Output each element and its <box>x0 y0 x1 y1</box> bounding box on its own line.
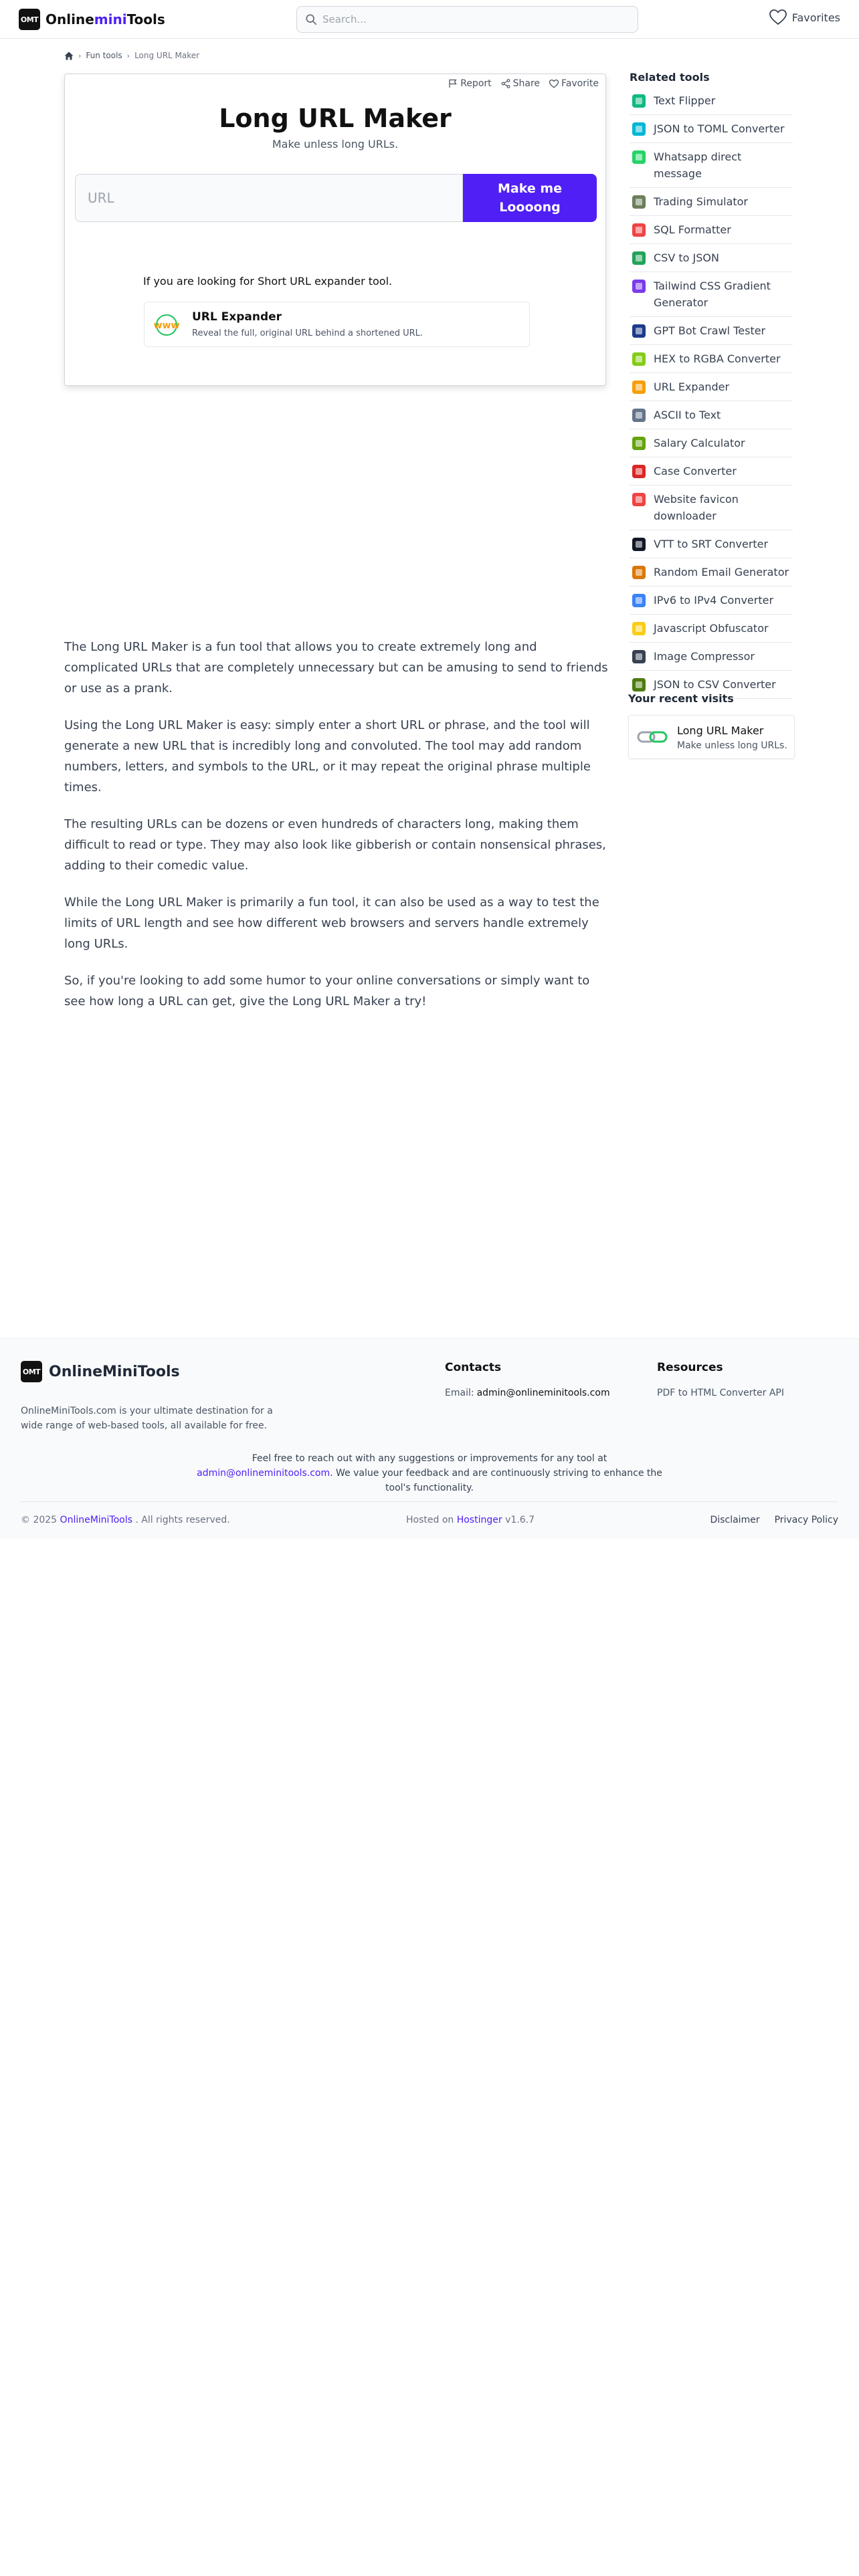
footer-note-email-link[interactable]: admin@onlineminitools.com <box>197 1468 330 1479</box>
related-tool-item[interactable] <box>630 615 793 643</box>
ascii-icon <box>631 407 647 423</box>
make-long-url-button[interactable] <box>463 174 597 222</box>
footer-contacts-heading: Contacts <box>445 1361 502 1374</box>
related-tool-label: IPv6 to IPv4 Converter <box>654 594 774 607</box>
sql-icon <box>631 222 647 238</box>
report-button[interactable] <box>448 78 491 89</box>
footer-note-text-2: . We value your feedback and are continuously striving to enhance the tool's functionality. <box>330 1468 662 1493</box>
related-tool-label: SQL Formatter <box>654 223 731 236</box>
footer-email-row <box>445 1388 610 1398</box>
expander-description: Reveal the full, original URL behind a shortened URL. <box>192 328 423 338</box>
case-icon <box>631 463 647 479</box>
footer-legal-links <box>696 1515 838 1525</box>
related-tool-label: JSON to CSV Converter <box>654 678 776 691</box>
article-paragraph: While the Long URL Maker is primarily a fun tool, it can also be used as a way to test the limits of URL length and see how different web browsers and servers handle extremely long URLs. <box>64 895 599 951</box>
related-tool-label: GPT Bot Crawl Tester <box>654 324 766 337</box>
hex-icon <box>631 351 647 367</box>
url-expander-icon <box>631 379 647 395</box>
related-tool-item[interactable] <box>630 244 793 272</box>
copyright-link[interactable]: OnlineMiniTools <box>60 1515 132 1525</box>
related-tool-item[interactable] <box>630 115 793 143</box>
chevron-right-icon: › <box>126 51 130 60</box>
gpt-icon <box>631 323 647 339</box>
chevron-right-icon: › <box>78 51 82 60</box>
search-input[interactable] <box>322 13 617 25</box>
article-paragraph: The resulting URLs can be dozens or even hundreds of characters long, making them difficult to read or type. They may also look like gibberish or contain nonsensical phrases, adding to their comedic value. <box>64 817 606 873</box>
url-input[interactable] <box>75 174 463 222</box>
related-tool-item[interactable] <box>630 272 793 317</box>
favorite-label: Favorite <box>561 78 599 89</box>
tool-card <box>64 74 606 386</box>
hosted-prefix: Hosted on <box>406 1515 454 1525</box>
csv-icon <box>631 250 647 266</box>
related-tool-label: Trading Simulator <box>654 195 749 208</box>
recent-visit-description: Make unless long URLs. <box>677 740 787 751</box>
button-line-2: Loooong <box>499 200 561 215</box>
related-tool-label: Random Email Generator <box>654 566 789 578</box>
heart-icon <box>549 80 559 88</box>
breadcrumb-current: Long URL Maker <box>134 51 200 60</box>
related-tool-item[interactable] <box>630 87 793 115</box>
gradient-icon <box>631 278 647 294</box>
related-tool-label: Whatsapp direct message <box>654 150 742 180</box>
related-tool-label: Text Flipper <box>654 94 716 107</box>
related-tool-label: Salary Calculator <box>654 437 745 449</box>
related-tool-label: CSV to JSON <box>654 251 719 264</box>
related-tool-item[interactable] <box>630 373 793 401</box>
related-tool-item[interactable] <box>630 216 793 244</box>
js-icon <box>631 621 647 637</box>
vtt-icon <box>631 536 647 552</box>
related-tool-item[interactable] <box>630 143 793 188</box>
related-tool-item[interactable] <box>630 586 793 615</box>
related-tool-label: HEX to RGBA Converter <box>654 352 781 365</box>
related-tool-label: JSON to TOML Converter <box>654 122 785 135</box>
heart-icon <box>769 9 787 25</box>
footer-note <box>194 1451 665 1495</box>
related-tool-label: ASCII to Text <box>654 409 721 421</box>
home-icon[interactable] <box>64 51 74 60</box>
article-paragraph: So, if you're looking to add some humor to your online conversations or simply want to see how long a URL can get, give the Long URL Maker a try! <box>64 974 590 1008</box>
related-tool-item[interactable] <box>630 429 793 457</box>
related-tool-item[interactable] <box>630 643 793 671</box>
related-tool-item[interactable] <box>630 457 793 486</box>
footer-note-text: Feel free to reach out with any suggestions or improvements for any tool at <box>252 1453 607 1464</box>
related-tools-list <box>630 87 793 699</box>
related-tool-label: VTT to SRT Converter <box>654 538 769 550</box>
ip-icon <box>631 593 647 609</box>
share-button[interactable] <box>501 78 540 89</box>
related-tool-item[interactable] <box>630 188 793 216</box>
logo-text <box>45 11 165 27</box>
text-flipper-icon <box>631 93 647 109</box>
site-footer <box>0 1338 859 1539</box>
footer-email-label: Email: <box>445 1388 474 1398</box>
related-tool-label: Case Converter <box>654 465 737 477</box>
page-subtitle: Make unless long URLs. <box>272 138 399 150</box>
related-tools-title: Related tools <box>630 71 710 84</box>
related-tool-item[interactable] <box>630 558 793 586</box>
page-title: Long URL Maker <box>219 104 452 133</box>
footer-email-link[interactable]: admin@onlineminitools.com <box>476 1388 610 1398</box>
site-header <box>0 0 859 39</box>
related-tool-label: Image Compressor <box>654 650 755 663</box>
trading-icon <box>631 194 647 210</box>
share-label: Share <box>512 78 541 89</box>
www-icon <box>150 314 183 336</box>
url-expander-card[interactable] <box>144 302 530 347</box>
flag-icon <box>448 79 458 88</box>
footer-copyright <box>21 1515 230 1525</box>
logo-mark: OMT <box>19 9 40 30</box>
related-tool-item[interactable] <box>630 486 793 530</box>
logo-text-tools: Tools <box>126 11 165 27</box>
expander-note: If you are looking for Short URL expander tool. <box>143 275 393 288</box>
related-tool-label: URL Expander <box>654 381 730 393</box>
footer-about: OnlineMiniTools.com is your ultimate destination for a wide range of web-based tools, all available for free. <box>21 1406 273 1431</box>
article <box>64 637 613 1028</box>
hosted-link[interactable]: Hostinger <box>456 1515 502 1525</box>
favorites-button[interactable] <box>769 9 840 25</box>
article-paragraph: Using the Long URL Maker is easy: simply enter a short URL or phrase, and the tool will generate a new URL that is incredibly long and convoluted. The tool may add random numbers, letters, and symbols to the URL, or it may repeat the original phrase multiple times. <box>64 718 591 794</box>
footer-resources-heading: Resources <box>657 1361 723 1374</box>
related-tool-label: Tailwind CSS Gradient Generator <box>654 280 771 309</box>
related-tool-item[interactable] <box>630 317 793 345</box>
disclaimer-link[interactable]: Disclaimer <box>710 1515 760 1525</box>
related-tool-item[interactable] <box>630 401 793 429</box>
share-icon <box>501 79 510 88</box>
recent-visits-title: Your recent visits <box>628 692 734 705</box>
search-box[interactable] <box>296 6 638 33</box>
favorites-label: Favorites <box>791 11 840 24</box>
favorite-button[interactable] <box>549 78 599 89</box>
recent-visit-name: Long URL Maker <box>677 724 764 737</box>
related-tool-item[interactable] <box>630 345 793 373</box>
logo-text-mini: mini <box>94 11 127 27</box>
footer-hosted <box>406 1515 535 1525</box>
footer-resource-link[interactable]: PDF to HTML Converter API <box>657 1388 784 1398</box>
report-label: Report <box>460 78 492 89</box>
copyright-suffix: . All rights reserved. <box>135 1515 230 1525</box>
favicon-icon <box>631 492 647 508</box>
privacy-policy-link[interactable]: Privacy Policy <box>774 1515 838 1525</box>
json-toml-icon <box>631 121 647 137</box>
article-paragraph: The Long URL Maker is a fun tool that allows you to create extremely long and complicated URLs that are completely unnecessary but can be amusing to send to friends or use as a prank. <box>64 640 608 695</box>
logo-text-online: Online <box>45 11 94 27</box>
tool-actions <box>439 78 599 89</box>
button-line-1: Make me <box>497 181 563 196</box>
footer-divider <box>21 1501 838 1502</box>
breadcrumb <box>64 51 199 60</box>
expander-name: URL Expander <box>192 310 282 324</box>
whatsapp-icon <box>631 149 647 165</box>
email-icon <box>631 564 647 580</box>
site-logo[interactable] <box>19 9 165 30</box>
svg-text:www: www <box>153 320 180 331</box>
footer-logo[interactable] <box>21 1361 180 1382</box>
image-compressor-icon <box>631 649 647 665</box>
json-csv-icon <box>631 677 647 693</box>
link-icon <box>637 729 668 745</box>
related-tool-label: Website favicon downloader <box>654 493 739 522</box>
recent-visit-card[interactable] <box>628 715 795 759</box>
related-tool-item[interactable] <box>630 530 793 558</box>
footer-logo-mark: OMT <box>21 1361 42 1382</box>
search-icon <box>305 13 317 25</box>
breadcrumb-category[interactable]: Fun tools <box>86 51 122 60</box>
version-label: v1.6.7 <box>505 1515 535 1525</box>
footer-logo-text: OnlineMiniTools <box>49 1363 180 1380</box>
related-tool-label: Javascript Obfuscator <box>654 622 769 635</box>
copyright-prefix: © 2025 <box>21 1515 58 1525</box>
salary-icon <box>631 435 647 451</box>
